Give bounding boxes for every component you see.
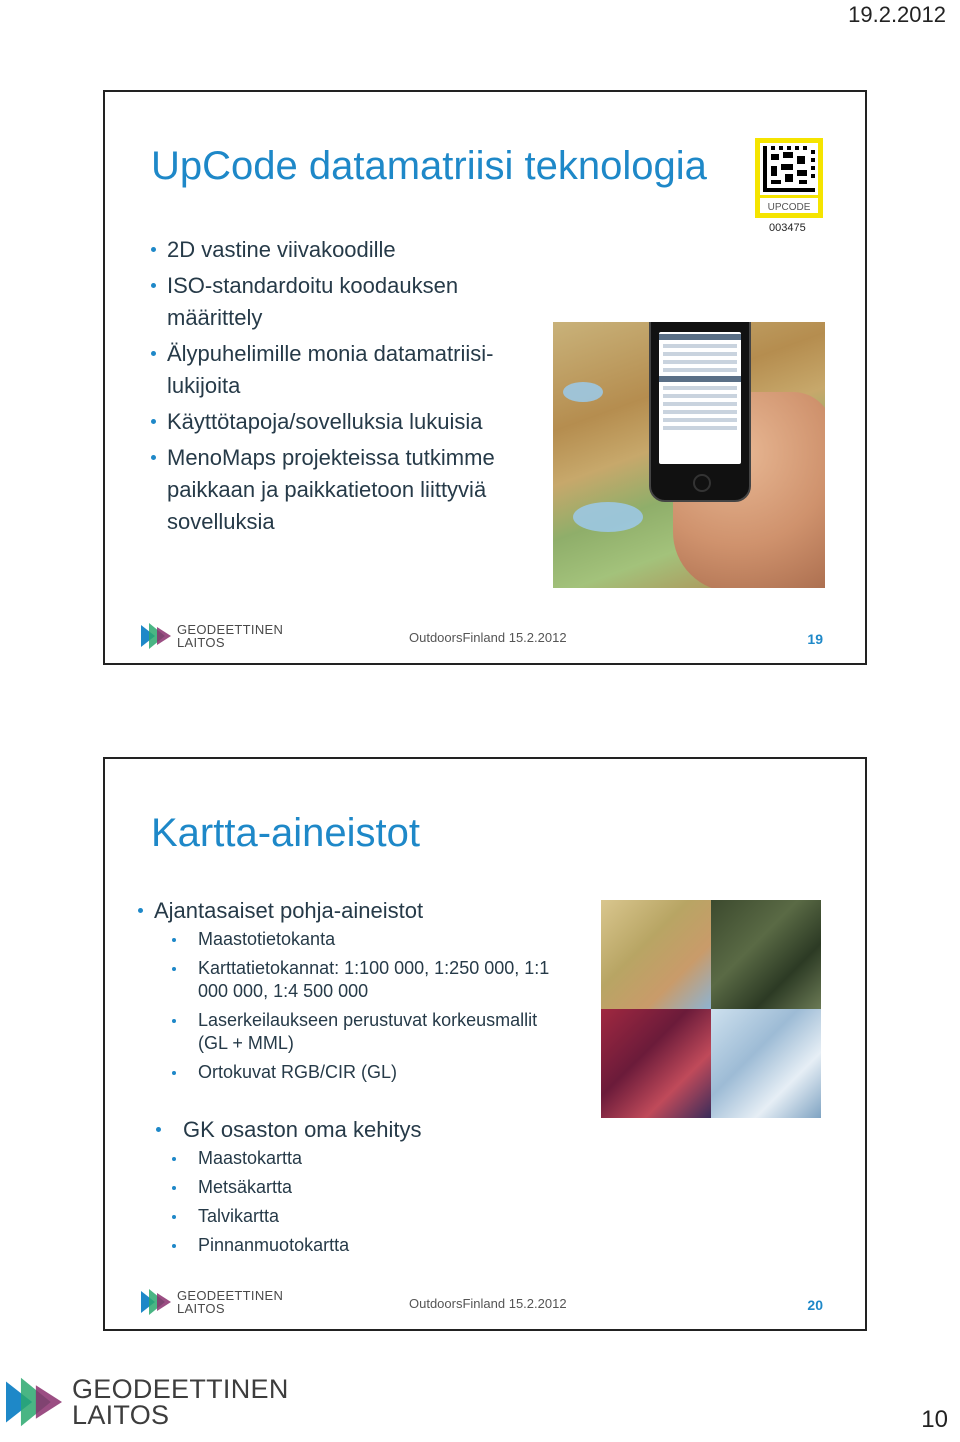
- bullet-item: Älypuhelimille monia datamatriisi-lukijoita: [151, 338, 511, 402]
- svg-text:UPCODE: UPCODE: [767, 202, 811, 213]
- page-number: 10: [921, 1406, 948, 1433]
- page-date: 19.2.2012: [848, 2, 946, 27]
- geodeettinen-logo-icon: [6, 1372, 62, 1432]
- slide-number: 19: [807, 631, 823, 647]
- bullet-list: [151, 234, 511, 542]
- bullet-item: Metsäkartta: [138, 1176, 568, 1199]
- upcode-number: 003475: [769, 222, 806, 234]
- topographic-map-image: [601, 900, 711, 1009]
- bullet-item: Maastokartta: [138, 1147, 568, 1170]
- map-imagery-grid: [601, 900, 821, 1118]
- logo-line1: GEODEETTINEN: [177, 1288, 284, 1303]
- phone-on-map-photo: [553, 322, 825, 588]
- bullet-item: Ortokuvat RGB/CIR (GL): [138, 1061, 568, 1084]
- logo-line1: GEODEETTINEN: [72, 1374, 289, 1404]
- bullet-item: MenoMaps projekteissa tutkimme paikkaan ja paikkatietoon liittyviä sovelluksia: [151, 442, 511, 538]
- logo-line2: LAITOS: [72, 1400, 170, 1430]
- slide-number: 20: [807, 1297, 823, 1313]
- slide-19: [103, 90, 867, 665]
- slide-footer: OutdoorsFinland 15.2.2012: [409, 630, 567, 645]
- slide-title: UpCode datamatriisi teknologia: [151, 144, 707, 188]
- smartphone-icon: [649, 322, 751, 502]
- bullet-item: ISO-standardoitu koodauksen määrittely: [151, 270, 511, 334]
- logo-line1: GEODEETTINEN: [177, 622, 284, 637]
- bullet-heading: GK osaston oma kehitys: [138, 1114, 568, 1145]
- geodeettinen-logo-icon: [141, 1287, 171, 1317]
- bullet-item: Käyttötapoja/sovelluksia lukuisia: [151, 406, 511, 438]
- bullet-item: Pinnanmuotokartta: [138, 1234, 568, 1257]
- bullet-heading: Ajantasaiset pohja-aineistot: [138, 895, 568, 926]
- elevation-model-image: [711, 1009, 821, 1118]
- geodeettinen-logo-icon: [141, 621, 171, 651]
- slide-footer: OutdoorsFinland 15.2.2012: [409, 1296, 567, 1311]
- slide-20: [103, 757, 867, 1331]
- page-logo: [6, 1372, 289, 1432]
- footer-logo: [141, 621, 283, 651]
- bullet-item: Talvikartta: [138, 1205, 568, 1228]
- footer-logo: [141, 1287, 283, 1317]
- logo-line2: LAITOS: [177, 635, 225, 650]
- orthophoto-cir-image: [601, 1009, 711, 1118]
- upcode-datamatrix-icon: [755, 138, 823, 218]
- orthophoto-rgb-image: [711, 900, 821, 1009]
- bullet-item: Laserkeilaukseen perustuvat korkeusmallit (GL + MML): [138, 1009, 568, 1055]
- bullet-item: Karttatietokannat: 1:100 000, 1:250 000, 1:1 000 000, 1:4 500 000: [138, 957, 568, 1003]
- logo-line2: LAITOS: [177, 1301, 225, 1316]
- bullet-list: [138, 895, 568, 1263]
- bullet-item: Maastotietokanta: [138, 928, 568, 951]
- bullet-item: 2D vastine viivakoodille: [151, 234, 511, 266]
- slide-title: Kartta-aineistot: [151, 811, 421, 855]
